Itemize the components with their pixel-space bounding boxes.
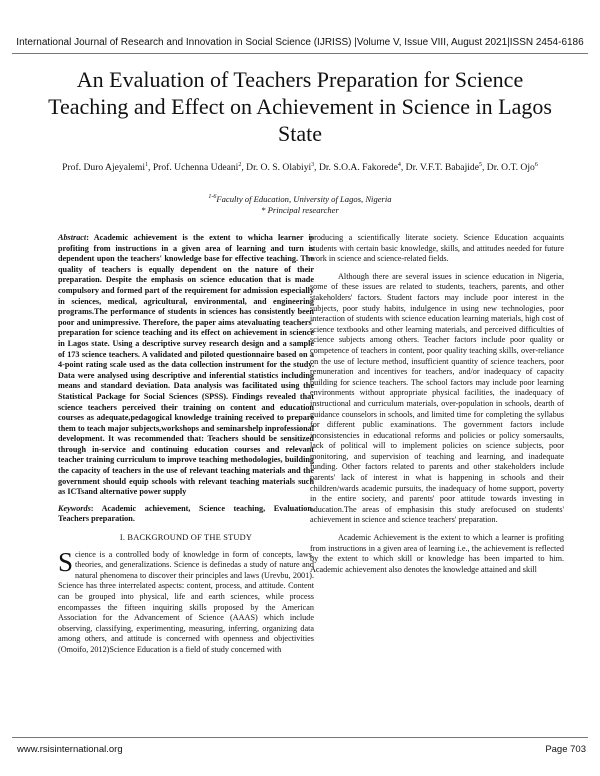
left-column (58, 233, 314, 656)
header-divider (12, 53, 588, 54)
author-list: Prof. Duro Ajeyalemi$^1$, Prof. Uchenna Udeani$^2$, Dr. O. S. Olabiyi$^3$, Dr. S.O.A. Fakorede$^4$, Dr. V.F.T. Babajide$^5$, Dr. O.T. Ojo$^6$ (62, 162, 538, 174)
author-name: Prof. Duro Ajeyalemi (62, 162, 146, 174)
author-name: Prof. Uchenna Udeani (152, 162, 239, 174)
author-sup: 1 (145, 162, 149, 168)
author-name: Dr. V.F.T. Babajide (405, 162, 479, 174)
abstract (58, 233, 314, 498)
journal-header: International Journal of Research and Innovation in Social Science (IJRISS) |Volume V, Issue VIII, August 2021|ISSN 2454-6186 (16, 37, 584, 48)
achievement-paragraph: Academic Achievement is the extent to which a learner is profiting from instructions in a given area of learning i.e., the achievement is reflected by the extent to which skill or knowledge has been imparted to him. Academic achievement also denotes the knowledge attained and skill (310, 533, 564, 574)
section-heading: I. BACKGROUND OF THE STUDY (119, 533, 253, 543)
author-name: Dr. O.T. Ojo (486, 162, 535, 174)
page-number: Page 703 (545, 744, 586, 755)
abstract-text: : Academic achievement is the extent to whicha learner is profiting from instructions in a given area of learning and turn is dependent upon the teachers' knowledge base for effective teaching. The quality of teachers is equally dependent on the nature of their preparation. Despite the emphasis on science education that is made compulsory and formed part of the requirement for admission especially in sciences, medical, agricultural, environmental, and engineering programs.The performance of students in sciences has consistently been poor and unimpressive. Therefore, the paper aims atevaluating teachers' preparation for science teaching and its effect on achievement in science in Lagos state. Using a descriptive survey research design and a sample of 173 science teachers. A validated and piloted questionnaire based on a 4-point rating scale used as the data collection instrument for the study. Data were analysed using descriptive and inferential statistics including means and standard deviation. Data analysis was facilitated using the Statistical Package for Social Sciences (SPSS). Findings revealed that science teachers perceived their training on content and education courses as adequate,pedagogical knowledge training received to prepare them to teach major subjects,workshops and seminarshelp inprofessional development. It was recommended that: Teachers should be sensitized through in-service and continuing education courses and relevant teacher training curriculum to improve teaching methodologies, building the capacity of teachers in the use of relevant teaching materials and the government should equip schools with relevant teaching materials such as ICTsand alternative power supply (58, 233, 314, 497)
affiliation-sup: 1-6 (208, 194, 217, 200)
keywords (58, 504, 314, 525)
abstract-label: Abstract (58, 233, 87, 242)
right-column (310, 233, 564, 575)
author-sup: 6 (534, 162, 538, 168)
keywords-text: : Academic achievement, Science teaching, Evaluation, Teachers preparation. (58, 503, 314, 524)
affiliation-text: Faculty of Education, University of Lagos, Nigeria (216, 193, 392, 204)
keywords-label: Keywords (58, 503, 91, 513)
author-name: Dr. S.O.A. Fakorede (318, 162, 398, 174)
footer-divider (12, 737, 588, 738)
author-sup: 2 (238, 162, 242, 168)
affiliation (40, 192, 560, 216)
background-text: cience is a controlled body of knowledge in form of concepts, laws, theories, and generalizations. Science is definedas a study of nature and natural phenomena to discover their principles and laws (Urevbu, 2001). Science has three interrelated aspects: content, process, and attitude. Content can be grouped into physical, life and earth sciences, while process encompasses the fifteen inquiring skills proposed by the American Association for the Advancement of Science (AAAS) which include observing, classifying, experimenting, measuring, inferring, organizing data among others, and attitude is concerned with openness and objectivities (Omoifo, 2012)Science Education is a field of study concerned with (58, 549, 314, 654)
author-name: Dr. O. S. Olabiyi (246, 162, 312, 174)
author-sup: 3 (311, 162, 315, 168)
author-sup: 4 (397, 162, 401, 168)
principal-researcher-note: * Principal researcher (261, 204, 339, 215)
footer-website: www.rsisinternational.org (17, 744, 123, 755)
continued-paragraph: producing a scientifically literate society. Science Education acquaints students with certain basic knowledge, skills, and attitudes needed for future work in science and science-related fields. (310, 233, 564, 264)
issues-paragraph: Although there are several issues in science education in Nigeria, some of these issues are related to students, teachers, parents, and other stakeholders' factors. Student factors may include poor interest in the subjects, poor study habits, indulgence in using new technologies, poor interaction of students with science education learning materials, high cost of science textbooks and other learning materials, and perceived difficulties of science subjects among others. Teacher factors include poor quality or competence of teachers in content, poor quality teaching skills, over-reliance on the use of lecture method, insufficient quantity of science teachers, poor remuneration and incentives for teachers, and/or inadequacy of capacity building for science teachers. The school factors may include poor learning environments without appropriate physical facilities, the inadequacy of instructional and curriculum materials, over-population in schools, dearth of guidance counselors in schools, and limited time for completing the syllabus for different public examinations. The government factors include inconsistencies in educational reforms and policies or policy somersaults, lack of political will to implement policies on science subjects, poor monitoring, and supervision of teaching and learning, and inadequate funding. Other factors related to parents and other stakeholders include parents' lack of interest in what is happening in schools and their children/wards academic pursuits, the inadequacy of home support, poverty in the entire society, and parents' poor attitude towards investing in education.The areas of emphasisin this study arefocused on students' achievement in science and science teachers' preparation. (310, 271, 564, 525)
author-sup: 5 (478, 162, 482, 168)
drop-cap: S (58, 546, 74, 577)
paper-title: An Evaluation of Teachers Preparation for Science Teaching and Effect on Achievement in Science in Lagos State (48, 67, 552, 146)
background-paragraph (58, 546, 314, 656)
